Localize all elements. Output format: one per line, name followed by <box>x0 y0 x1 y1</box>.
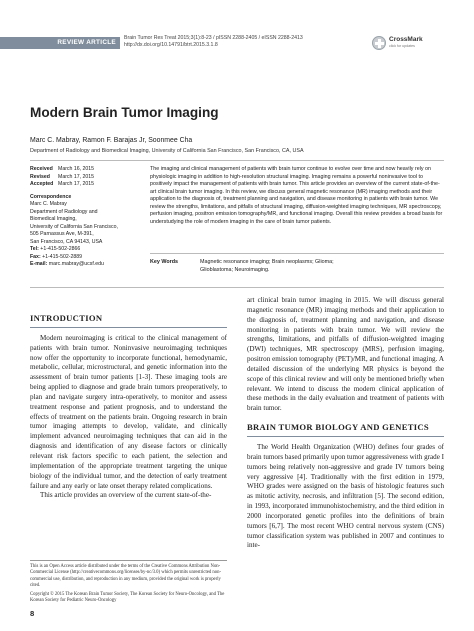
abstract: The imaging and clinical management of patients with brain tumor continue to evolve over time and now heavily rely on physiologic imaging in addition to high-resolution structural imaging. Imaging remains a powerful noninvasive tool to positively impact the management of patients with brain tumor. This article provides an overview of the current state-of-the-art clinical brain tumor imaging. In this review, we discuss general magnetic resonance (MR) imaging methods and their application to the diagnosis of, treatment planning and navigation, and disease monitoring in patients with brain tumor. We review the strengths, limitations, and pitfalls of structural imaging, diffusion-weighted imaging techniques, MR spectroscopy, perfusion imaging, positron emission tomography/MR, and functional imaging. Overall this review provides a broad basis for understudying the role of modern imaging in the care of brain tumor patients. <box>150 166 443 225</box>
doi-link[interactable]: http://dx.doi.org/10.14791/btrt.2015.3.1.8 <box>124 42 218 49</box>
email-link[interactable]: marc.mabray@ucsf.edu <box>48 261 104 267</box>
journal-header <box>0 0 474 50</box>
correspondence-line: University of California San Francisco, <box>30 223 118 230</box>
crossmark-button[interactable] <box>372 33 430 53</box>
section-rule <box>30 327 227 328</box>
section-rule <box>247 436 444 437</box>
copyright-notice: Copyright © 2015 The Korean Brain Tumor Society, The Korean Society for Neuro-Oncology, and The Korean Society for Pediatric Neuro-Oncology <box>30 591 225 604</box>
journal-citation <box>124 35 384 49</box>
footnotes <box>30 564 227 606</box>
crossmark-label: CrossMark <box>389 36 423 43</box>
section-heading: INTRODUCTION <box>30 313 103 323</box>
accepted-date: Accepted March 17, 2015 <box>30 181 95 187</box>
correspondence-line: Department of Radiology and <box>30 208 98 215</box>
correspondence-line: Biomedical Imaging, <box>30 216 77 222</box>
right-column <box>247 296 444 551</box>
crossmark-icon <box>372 36 386 50</box>
paragraph: Modern neuroimaging is critical to the clinical management of patients with brain tumor. Noninvasive neuroimaging techniques now offer the opportunity to incorporate functional, hemodynamic, metabolic, cellular, microstructural, and genetic information into the assessment of brain tumor patients [1-3]. These imaging tools are being applied to diagnose and grade brain tumors preoperatively, to plan and navigate surgery intra-operatively, to monitor and assess treatment response and patient prognosis, and to understand the effects of treatment on the patients brain. Ongoing research in brain tumor imaging attempts to develop, validate, and clinically implement advanced neuroimaging techniques that can aid in the diagnosis and identification of any disease factors or clinically relevant risk factors specific to each patient, the selection and implementation of the appropriate treatment targeting the unique biology of the individual tumor, and the detection of early treatment failure and any early or late onset therapy related complications. <box>30 333 227 490</box>
divider <box>150 253 444 254</box>
fax: Fax: +1-415-502-2889 <box>30 253 83 260</box>
telephone: Tel: +1-415-502-2866 <box>30 246 81 252</box>
article-type-badge: REVIEW ARTICLE <box>0 37 120 49</box>
paragraph: This article provides an overview of the current state-of-the- <box>40 491 212 500</box>
correspondence-heading: Correspondence <box>30 193 72 200</box>
correspondence-line: San Francisco, CA 94143, USA <box>30 238 103 245</box>
open-access-notice: This is an Open Access article distributed under the terms of the Creative Commons Attribution Non-Commercial License (http://creativecommons.org/licenses/by-nc/3.0) which permits unrestricted non-commercial use, distribution, and reproduction in any medium, provided the original work is properly cited. <box>30 564 222 589</box>
correspondence-line: Marc C. Mabray <box>30 201 67 207</box>
section-heading: BRAIN TUMOR BIOLOGY AND GENETICS <box>247 422 429 433</box>
paragraph: art clinical brain tumor imaging in 2015. We will discuss general magnetic resonance (MR) imaging methods and their application to the diagnosis of, treatment planning and navigation, and disease monitoring in patients with brain tumor. We will review the strengths, limitations, and pitfalls of diffusion-weighted imaging (DWI) techniques, MR spectroscopy (MRS), perfusion imaging, positron emission tomography (PET)/MR, and functional imaging. A detailed discussion of the underlying MR physics is beyond the scope of this clinical review and will only be mentioned briefly when relevant. We intend to discuss the modern clinical application of these methods in the daily evaluation and treatment of patients with brain tumor. <box>247 296 444 413</box>
left-column <box>30 314 227 501</box>
author-affiliation: Department of Radiology and Biomedical Imaging, University of California San Francisco, San Francisco, CA, USA <box>30 148 304 154</box>
paragraph: The World Health Organization (WHO) defines four grades of brain tumors based primarily upon tumor aggressiveness with grade I tumors being relatively non-aggressive and grade IV tumors being very aggressive [4]. Traditionally with the first edition in 1979, WHO grades were assigned on the basis of histologic features such as mitotic activity, necrosis, and infiltration [5]. The second edition, in 1993, incorporated immunohistochemistry, and the third edition in 2000 incorporated genetic profiles into the definitions of brain tumors [6,7]. The most recent WHO central nervous system (CNS) tumor classification system was published in 2007 and continues to inte- <box>247 442 444 550</box>
footnote-divider <box>30 560 227 561</box>
keywords <box>150 259 444 274</box>
page-number: 8 <box>30 609 35 618</box>
revised-date: Revised March 17, 2015 <box>30 173 95 180</box>
received-date: Received March 16, 2015 <box>30 166 95 172</box>
article-info-sidebar <box>30 166 142 269</box>
keywords-label: Key Words <box>150 259 179 265</box>
journal-citation-line: Brain Tumor Res Treat 2015;3(1):8-23 / pISSN 2288-2405 / eISSN 2288-2413 <box>124 35 303 41</box>
divider <box>30 287 444 288</box>
article-title: Modern Brain Tumor Imaging <box>30 105 219 120</box>
crossmark-sublabel: click for updates <box>389 44 415 48</box>
author-list: Marc C. Mabray, Ramon F. Barajas Jr, Soonmee Cha <box>30 137 193 144</box>
email: E-mail: marc.mabray@ucsf.edu <box>30 261 104 267</box>
keywords-text: Magnetic resonance imaging; Brain neoplasms; Glioma; Glioblastoma; Neuroimaging. <box>200 259 334 273</box>
correspondence-line: 505 Parnassus Ave, M-391, <box>30 231 94 237</box>
divider <box>30 160 444 161</box>
